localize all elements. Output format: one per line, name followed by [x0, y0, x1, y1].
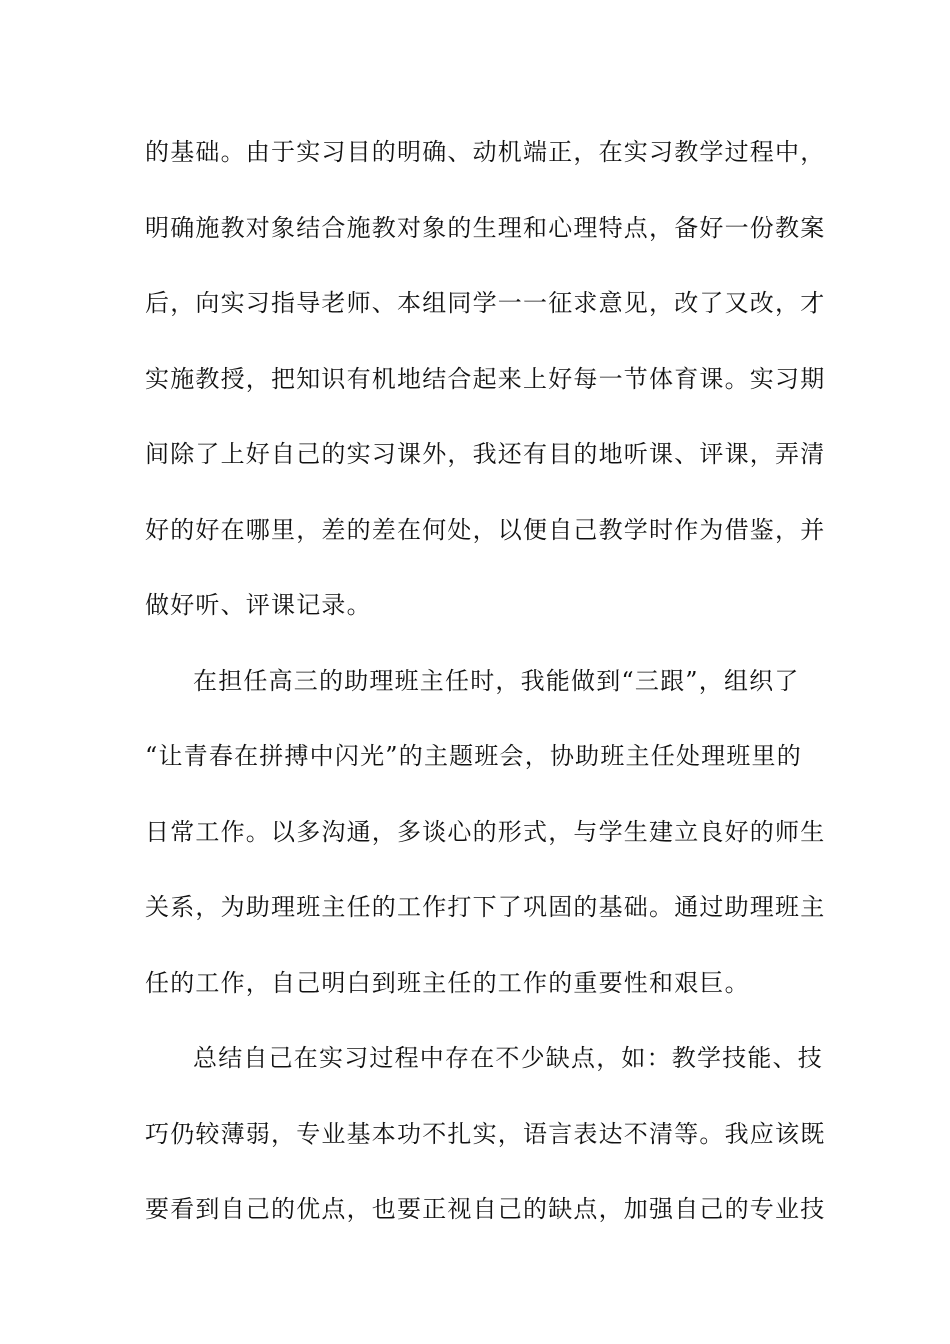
paragraph-start-line: 总结自己在实习过程中存在不少缺点，如：教学技能、技	[193, 1044, 823, 1072]
text-line: 明确施教对象结合施教对象的生理和心理特点，备好一份教案	[145, 213, 826, 242]
text-line: 实施教授，把知识有机地结合起来上好每一节体育课。实习期	[145, 364, 826, 393]
text-line: 关系，为助理班主任的工作打下了巩固的基础。通过助理班主	[145, 893, 826, 921]
text-line: “让青春在拼搏中闪光”的主题班会，协助班主任处理班里的	[145, 742, 802, 770]
text-line: 间除了上好自己的实习课外，我还有目的地听课、评课，弄清	[145, 440, 826, 468]
body-text	[145, 126, 826, 1259]
text-line: 好的好在哪里，差的差在何处，以便自己教学时作为借鉴，并	[145, 515, 826, 544]
text-line: 日常工作。以多沟通，多谈心的形式，与学生建立良好的师生	[145, 817, 826, 846]
text-line: 后，向实习指导老师、本组同学一一征求意见，改了又改，才	[145, 289, 826, 317]
paragraph-start-line: 在担任高三的助理班主任时，我能做到“三跟”，组织了	[193, 666, 800, 695]
text-line: 巧仍较薄弱，专业基本功不扎实，语言表达不清等。我应该既	[145, 1119, 826, 1148]
text-line: 任的工作，自己明白到班主任的工作的重要性和艰巨。	[145, 968, 750, 997]
text-line: 做好听、评课记录。	[145, 591, 372, 619]
text-line: 要看到自己的优点，也要正视自己的缺点，加强自己的专业技	[145, 1195, 826, 1223]
text-line: 的基础。由于实习目的明确、动机端正，在实习教学过程中，	[145, 138, 826, 166]
